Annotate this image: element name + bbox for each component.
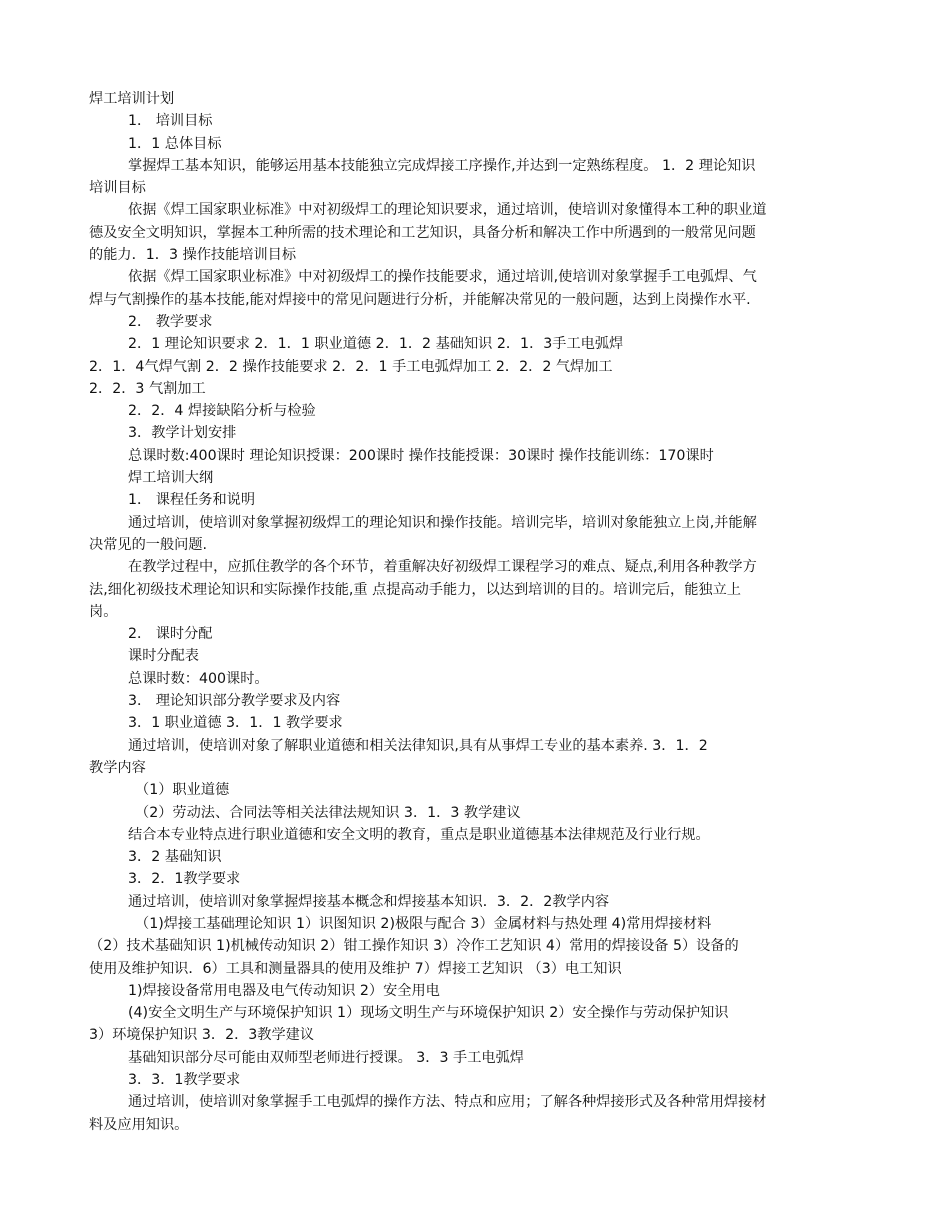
text-line: 1)焊接设备常用电器及电气传动知识 2）安全用电	[128, 982, 440, 999]
text-line: 料及应用知识。	[89, 1116, 189, 1133]
text-line: 培训目标	[89, 180, 146, 197]
text-line: （2）劳动法、合同法等相关法律法规知识 3．1．3 教学建议	[135, 804, 521, 821]
heading-teaching-requirements: 2． 教学要求	[128, 313, 213, 330]
heading-training-goals: 1． 培训目标	[128, 113, 213, 130]
text-line: 3．2．1教学要求	[128, 871, 241, 888]
text-line: 焊与气割操作的基本技能,能对焊接中的常见问题进行分析，并能解决常见的一般问题，达到上岗操作水平.	[89, 291, 751, 308]
heading-hours-allocation: 2． 课时分配	[128, 626, 213, 643]
text-line: 在教学过程中，应抓住教学的各个环节，着重解决好初级焊工课程学习的难点、疑点,利用各种教学方	[128, 559, 757, 576]
text-line: 教学内容	[89, 759, 146, 776]
text-line: 3）环境保护知识 3．2．3教学建议	[89, 1027, 315, 1044]
heading-course-tasks: 1． 课程任务和说明	[128, 492, 256, 509]
text-line: 依据《焊工国家职业标准》中对初级焊工的理论知识要求，通过培训，使培训对象懂得本工种的职业道	[128, 202, 767, 219]
text-line: 2．1 理论知识要求 2．1．1 职业道德 2．1．2 基础知识 2．1．3手工电弧焊	[128, 336, 624, 353]
text-line: 使用及维护知识．6）工具和测量器具的使用及维护 7）焊接工艺知识 （3）电工知识	[89, 960, 622, 977]
text-line: 2．2．4 焊接缺陷分析与检验	[128, 403, 316, 420]
heading-basic-knowledge: 3．2 基础知识	[128, 849, 222, 866]
text-line: 通过培训，使培训对象掌握焊接基本概念和焊接基本知识．3．2．2教学内容	[128, 893, 610, 910]
text-line: 结合本专业特点进行职业道德和安全文明的教育，重点是职业道德基本法律规范及行业行规。	[128, 826, 710, 843]
heading-overall-goal: 1．1 总体目标	[128, 135, 222, 152]
text-line: 通过培训，使培训对象掌握手工电弧焊的操作方法、特点和应用；了解各种焊接形式及各种常用焊接材	[128, 1094, 767, 1111]
text-line: 依据《焊工国家职业标准》中对初级焊工的操作技能要求，通过培训,使培训对象掌握手工电弧焊、气	[128, 269, 757, 286]
doc-title: 焊工培训计划	[89, 91, 175, 107]
text-line: 法,细化初级技术理论知识和实际操作技能,重 点提高动手能力，以达到培训的目的。培训完后，能独立上	[89, 581, 741, 598]
heading-theory-requirements: 3． 理论知识部分教学要求及内容	[128, 693, 341, 710]
text-line: 德及安全文明知识，掌握本工种所需的技术理论和工艺知识，具备分析和解决工作中所遇到的一般常见问题	[89, 224, 756, 241]
text-line: 2．2．3 气割加工	[89, 380, 206, 397]
text-line: 课时分配表	[128, 648, 199, 665]
text-line: 通过培训，使培训对象掌握初级焊工的理论知识和操作技能。培训完毕，培训对象能独立上岗,并能解	[128, 514, 757, 531]
text-line: 决常见的一般问题.	[89, 536, 208, 553]
text-line: 总课时数:400课时 理论知识授课：200课时 操作技能授课：30课时 操作技能训练：170课时	[128, 447, 714, 464]
text-line: 通过培训，使培训对象了解职业道德和相关法律知识,具有从事焊工专业的基本素养. 3．1．2	[128, 737, 708, 754]
text-line: 掌握焊工基本知识，能够运用基本技能独立完成焊接工序操作,并达到一定熟练程度。 1．2 理论知识	[128, 157, 756, 174]
text-line: （2）技术基础知识 1)机械传动知识 2）钳工操作知识 3）冷作工艺知识 4）常用的焊接设备 5）设备的	[89, 938, 739, 955]
text-line: 岗。	[89, 603, 118, 620]
text-line: 3．3．1教学要求	[128, 1072, 241, 1089]
text-line: （1)焊接工基础理论知识 1）识图知识 2)极限与配合 3）金属材料与热处理 4)常用焊接材料	[135, 915, 712, 932]
heading-teaching-plan: 3．教学计划安排	[128, 425, 237, 442]
heading-training-outline: 焊工培训大纲	[128, 470, 214, 487]
text-line: （1）职业道德	[135, 782, 230, 799]
text-line: 基础知识部分尽可能由双师型老师进行授课。 3．3 手工电弧焊	[128, 1049, 524, 1066]
document-body	[89, 88, 865, 1136]
text-line: 3．1 职业道德 3．1．1 教学要求	[128, 715, 343, 732]
text-line: 总课时数：400课时。	[128, 670, 269, 687]
text-line: 2．1．4气焊气割 2．2 操作技能要求 2．2．1 手工电弧焊加工 2．2．2 气焊加工	[89, 358, 613, 375]
text-line: (4)安全文明生产与环境保护知识 1）现场文明生产与环境保护知识 2）安全操作与劳动保护知识	[128, 1005, 729, 1022]
text-line: 的能力．1．3 操作技能培训目标	[89, 247, 297, 264]
